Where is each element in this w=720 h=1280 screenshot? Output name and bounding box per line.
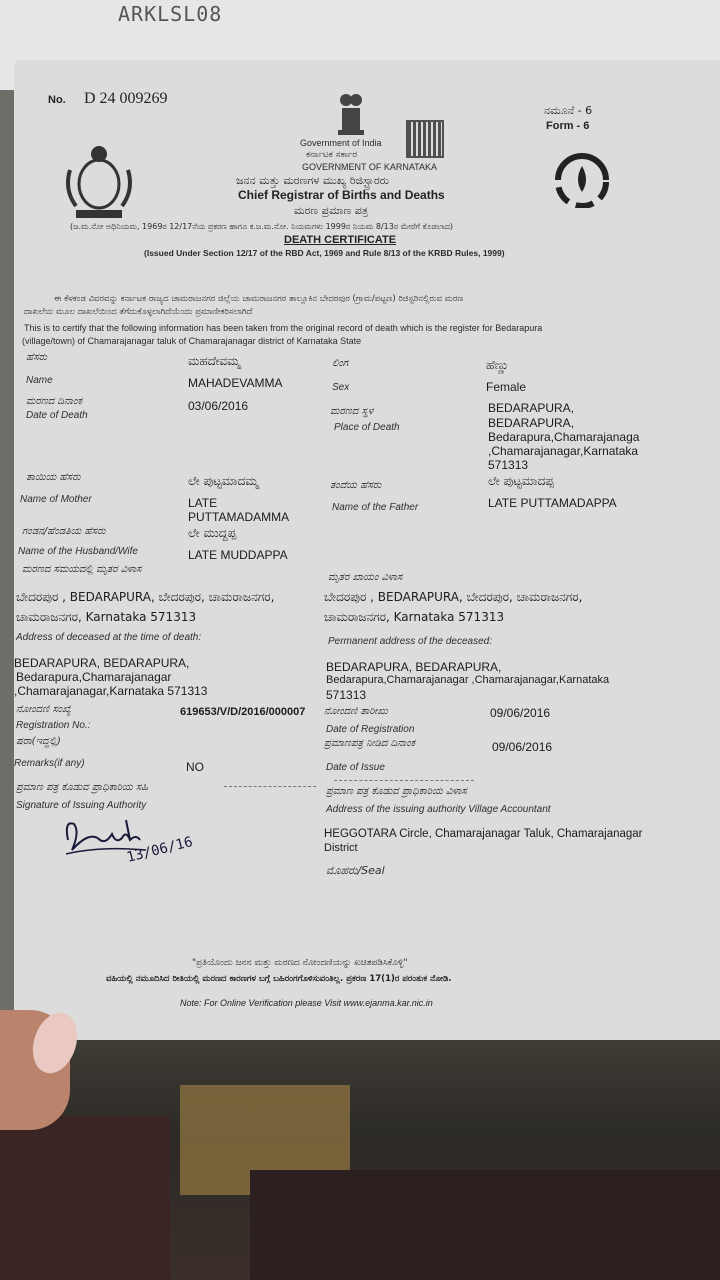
footer-verification-note: Note: For Online Verification please Visit www.ejanma.kar.nic.in <box>180 998 433 1008</box>
karnataka-emblem-icon <box>62 140 136 222</box>
registration-no-label-en: Registration No.: <box>16 720 91 731</box>
sex-value-en: Female <box>486 380 527 394</box>
permanent-address-value-en: Bedarapura,Chamarajanagar ,Chamarajanagar,Karnataka <box>326 674 610 686</box>
seal-label: ಮೊಹರು/Seal <box>326 864 385 877</box>
place-of-death-line: BEDARAPURA, <box>488 416 575 430</box>
intro-kn-line1: ಈ ಕೆಳಕಂಡ ವಿವರವನ್ನು ಕರ್ನಾಟಕ ರಾಜ್ಯದ ಚಾಮರಾಜನಗರ ಜಿಲ್ಲೆಯ ಚಾಮರಾಜನಗರ ತಾಲ್ಲೂಕಿನ ಬೇದರಪುರ (ಗ್ರಾಮ/ಪಟ್ಟಣ) ರಿಜಿಸ್ಟರಿನಲ್ಲಿರುವ ಮರಣ <box>54 294 464 304</box>
permanent-address-value-kn: ಚಾಮರಾಜನಗರ, Karnataka 571313 <box>324 610 505 624</box>
date-of-death-value: 03/06/2016 <box>188 399 249 413</box>
dashed-rule <box>224 786 316 787</box>
address-at-death-label-en: Address of deceased at the time of death: <box>16 632 202 643</box>
spouse-value-en: LATE MUDDAPPA <box>188 548 288 562</box>
number-label: No. <box>48 94 66 106</box>
signature-date: 13/06/16 <box>125 834 195 866</box>
address-at-death-value-kn: ಬೇದರಪುರ , BEDARAPURA, ಬೇದರಪುರ, ಚಾಮರಾಜನಗರ, <box>16 590 275 604</box>
registrar-en: Chief Registrar of Births and Deaths <box>238 188 445 202</box>
fabric-patch <box>250 1170 720 1280</box>
mother-value-kn: ಲೇ ಪುಟ್ಟಮಾದಮ್ಮ <box>188 474 259 488</box>
issued-under-en: (Issued Under Section 12/17 of the RBD Act, 1969 and Rule 8/13 of the KRBD Rules, 1999) <box>144 248 505 258</box>
permanent-address-value-en: BEDARAPURA, BEDARAPURA, <box>326 660 502 674</box>
mother-value-en: LATE <box>188 496 218 510</box>
father-value-en: LATE PUTTAMADAPPA <box>488 496 617 510</box>
registration-date-value: 09/06/2016 <box>490 706 551 720</box>
address-at-death-label-kn: ಮರಣದ ಸಮಯದಲ್ಲಿ ಮೃತರ ವಿಳಾಸ <box>22 564 142 575</box>
intro-en-line2: (village/town) of Chamarajanagar taluk of Chamarajanagar district of Karnataka State <box>22 336 362 346</box>
issued-under-kn: (ಜ.ಮ.ನೋ ಅಧಿನಿಯಮ, 1969ರ 12/17ನೆಯ ಪ್ರಕರಣ ಹಾಗೂ ಕ.ಜ.ಮ.ನೋ. ನಿಯಮಗಳು 1999ರ ನಿಯಮ 8/13ರ ಮೇರೆಗೆ ಕೊಡಲಾದ) <box>70 222 454 231</box>
death-certificate <box>14 60 720 1040</box>
spouse-label-en: Name of the Husband/Wife <box>18 546 138 557</box>
pencil-note: ARKLSL08 <box>118 2 223 26</box>
remarks-label-en: Remarks(if any) <box>14 758 85 769</box>
signature-label-kn: ಪ್ರಮಾಣ ಪತ್ರ ಕೊಡುವ ಪ್ರಾಧಿಕಾರಿಯ ಸಹಿ <box>16 782 149 793</box>
permanent-address-value-en: 571313 <box>326 688 367 702</box>
issuing-address-label-kn: ಪ್ರಮಾಣ ಪತ್ರ ಕೊಡುವ ಪ್ರಾಧಿಕಾರಿಯ ವಿಳಾಸ <box>326 786 467 797</box>
title-en: DEATH CERTIFICATE <box>284 234 397 246</box>
sex-label-en: Sex <box>332 382 350 393</box>
place-of-death-line: ,Chamarajanagar,Karnataka <box>488 444 639 458</box>
registration-no-label-kn: ನೋಂದಣಿ ಸಂಖ್ಯೆ <box>16 704 72 715</box>
date-of-death-label-en: Date of Death <box>26 410 88 421</box>
registration-date-label-kn: ನೋಂದಣಿ ತಾರೀಖು <box>324 706 388 717</box>
name-label-en: Name <box>26 375 53 386</box>
registration-date-label-en: Date of Registration <box>326 724 415 735</box>
permanent-address-label-en: Permanent address of the deceased: <box>328 636 492 647</box>
ejanma-logo-icon <box>548 152 616 208</box>
form-number-kn: ನಮೂನೆ - 6 <box>544 104 593 117</box>
registrar-kn: ಜನನ ಮತ್ತು ಮರಣಗಳ ಮುಖ್ಯ ರಿಜಿಸ್ಟ್ರಾರರು <box>236 174 390 187</box>
intro-en-line1: This is to certify that the following information has been taken from the original record of death which is the register for Bedarapura <box>24 323 543 333</box>
place-of-death-line: Bedarapura,Chamarajanaga <box>488 430 640 444</box>
spouse-value-kn: ಲೇ ಮುದ್ದಪ್ಪ <box>188 526 237 540</box>
form-number-en: Form - 6 <box>546 120 590 132</box>
mother-label-kn: ತಾಯಿಯ ಹೆಸರು <box>26 472 81 483</box>
remarks-value: NO <box>186 760 204 774</box>
registration-no-value: 619653/V/D/2016/000007 <box>180 706 306 718</box>
mother-label-en: Name of Mother <box>20 494 92 505</box>
address-at-death-value-kn: ಚಾಮರಾಜನಗರ, Karnataka 571313 <box>16 610 197 624</box>
gov-karnataka-en: GOVERNMENT OF KARNATAKA <box>302 162 438 172</box>
ashoka-emblem-icon <box>334 88 368 138</box>
father-label-kn: ತಂದೆಯ ಹೆಸರು <box>330 480 382 491</box>
father-label-en: Name of the Father <box>332 502 419 513</box>
footer-note-kn: ವಹಿಯಲ್ಲಿ ನಮೂದಿಸಿದ ರೀತಿಯಲ್ಲಿ ಮರಣದ ಕಾರಣಗಳ ಬಗ್ಗೆ ಬಹಿರಂಗಗೊಳಿಸುವಂತಿಲ್ಲ. ಪ್ರಕರಣ 17(1)ರ ಪರಂತುಕ ನೋಡಿ. <box>106 974 452 984</box>
title-kn: ಮರಣ ಪ್ರಮಾಣ ಪತ್ರ <box>294 204 369 217</box>
signature-label-en: Signature of Issuing Authority <box>16 800 147 811</box>
gov-india: Government of India <box>300 138 382 148</box>
place-of-death-label-en: Place of Death <box>334 422 400 433</box>
hologram-mark <box>406 120 444 158</box>
address-at-death-value-en: ,Chamarajanagar,Karnataka 571313 <box>14 684 208 698</box>
date-of-death-label-kn: ಮರಣದ ದಿನಾಂಕ <box>26 396 83 407</box>
issuing-address-value: HEGGOTARA Circle, Chamarajanagar Taluk, Chamarajanagar <box>324 828 643 840</box>
father-value-kn: ಲೇ ಪುಟ್ಟಮಾದಪ್ಪ <box>488 474 555 488</box>
permanent-address-value-kn: ಬೇದರಪುರ , BEDARAPURA, ಬೇದರಪುರ, ಚಾಮರಾಜನಗರ, <box>324 590 583 604</box>
name-label-kn: ಹೆಸರು <box>26 352 48 363</box>
sex-value-kn: ಹೆಣ್ಣು <box>486 358 509 372</box>
address-at-death-value-en: BEDARAPURA, BEDARAPURA, <box>14 656 190 670</box>
mother-value-en: PUTTAMADAMMA <box>188 510 290 524</box>
permanent-address-label-kn: ಮೃತರ ಖಾಯಂ ವಿಳಾಸ <box>328 572 403 583</box>
serial-number: D 24 009269 <box>84 90 168 107</box>
footer-slogan-kn: "ಪ್ರತಿಯೊಂದು ಜನನ ಮತ್ತು ಮರಣದ ನೋಂದಣಿಯನ್ನು ಖಚಿತಪಡಿಸಿಕೊಳ್ಳಿ" <box>192 958 408 968</box>
intro-kn-line2: ದಾಖಲೆಯ ಮೂಲ ದಾಖಲೆಯಿಂದ ತೆಗೆದುಕೊಳ್ಳಲಾಗಿದೆಯೆಂದು ಪ್ರಮಾಣೀಕರಿಸಲಾಗಿದೆ <box>24 307 253 317</box>
date-of-issue-label-en: Date of Issue <box>326 762 385 773</box>
fabric-patch <box>0 1115 170 1280</box>
remarks-label-kn: ಷರಾ(ಇದ್ದಲ್ಲಿ) <box>16 736 61 747</box>
place-of-death-line: BEDARAPURA, <box>488 401 575 415</box>
name-value-en: MAHADEVAMMA <box>188 376 283 390</box>
date-of-issue-value: 09/06/2016 <box>492 740 553 754</box>
place-of-death-line: 571313 <box>488 458 529 472</box>
sex-label-kn: ಲಿಂಗ <box>332 358 349 369</box>
issuing-address-value: District <box>324 842 358 854</box>
address-at-death-value-en: Bedarapura,Chamarajanagar <box>16 670 172 684</box>
name-value-kn: ಮಹದೇವಮ್ಮ <box>188 354 241 368</box>
issuing-address-label-en: Address of the issuing authority Village Accountant <box>326 804 551 815</box>
place-of-death-label-kn: ಮರಣದ ಸ್ಥಳ <box>330 406 374 417</box>
date-of-issue-label-kn: ಪ್ರಮಾಣಪತ್ರ ನೀಡಿದ ದಿನಾಂಕ <box>324 738 416 749</box>
gov-karnataka-kn: ಕರ್ನಾಟಕ ಸರ್ಕಾರ <box>306 150 358 160</box>
dashed-rule <box>334 780 474 781</box>
spouse-label-kn: ಗಂಡನ/ಹೆಂಡತಿಯ ಹೆಸರು <box>22 526 106 537</box>
